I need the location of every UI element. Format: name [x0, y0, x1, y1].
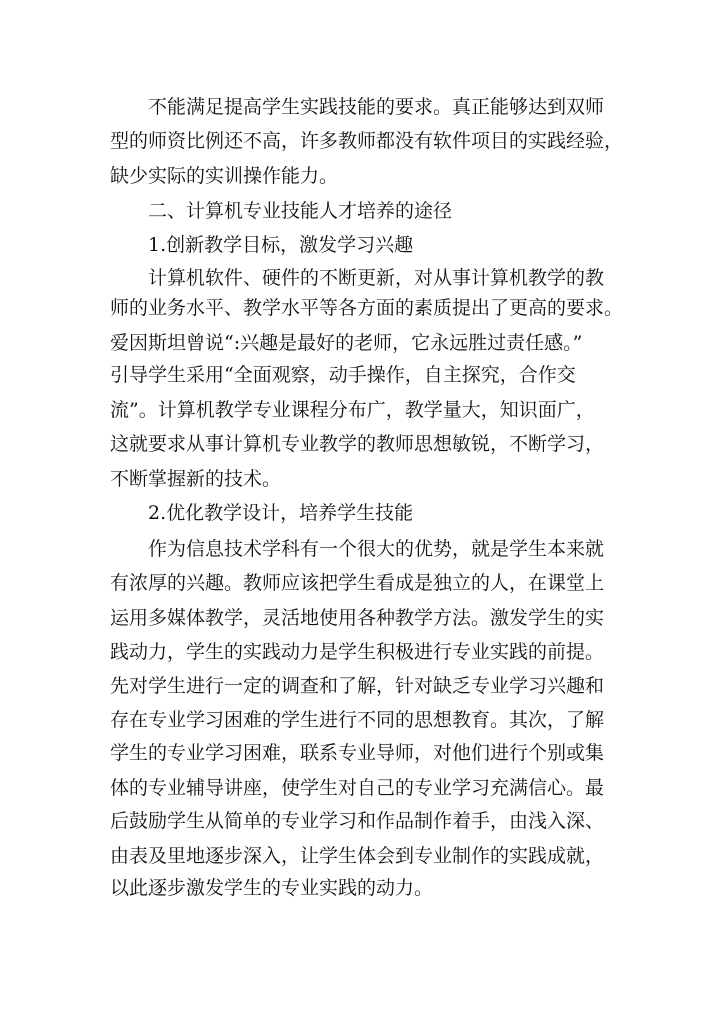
text-line: 不能满足提高学生实践技能的要求。真正能够达到双师: [148, 96, 605, 118]
text-line: 型的师资比例还不高，许多教师都没有软件项目的实践经验，: [110, 130, 624, 152]
text-line: 作为信息技术学科有一个很大的优势，就是学生本来就: [148, 538, 605, 560]
text-line: 爱因斯坦曾说“:兴趣是最好的老师，它永远胜过责任感。”: [110, 332, 583, 354]
text-line: 践动力，学生的实践动力是学生积极进行专业实践的前提。: [110, 641, 605, 663]
text-line: 体的专业辅导讲座，使学生对自己的专业学习充满信心。最: [110, 777, 605, 799]
text-line: 流”。计算机教学专业课程分布广，教学量大，知识面广，: [110, 399, 595, 421]
text-line: 不断掌握新的技术。: [110, 468, 282, 490]
text-line: 计算机软件、硬件的不断更新，对从事计算机教学的教: [148, 267, 605, 289]
section-heading: 二、计算机专业技能人才培养的途径: [148, 200, 453, 222]
subsection-heading: 1.创新教学目标，激发学习兴趣: [148, 234, 414, 256]
text-line: 有浓厚的兴趣。教师应该把学生看成是独立的人，在课堂上: [110, 572, 605, 594]
text-line: 这就要求从事计算机专业教学的教师思想敏锐，不断学习，: [110, 433, 605, 455]
text-line: 学生的专业学习困难，联系专业导师，对他们进行个别或集: [110, 742, 605, 764]
text-line: 后鼓励学生从简单的专业学习和作品制作着手，由浅入深、: [110, 810, 605, 832]
text-line: 引导学生采用“全面观察，动手操作，自主探究，合作交: [110, 364, 576, 386]
text-line: 由表及里地逐步深入，让学生体会到专业制作的实践成就，: [110, 845, 605, 867]
text-line: 以此逐步激发学生的专业实践的动力。: [110, 877, 434, 899]
text-line: 存在专业学习困难的学生进行不同的思想教育。其次，了解: [110, 709, 605, 731]
text-line: 先对学生进行一定的调查和了解，针对缺乏专业学习兴趣和: [110, 675, 605, 697]
text-line: 运用多媒体教学，灵活地使用各种教学方法。激发学生的实: [110, 607, 605, 629]
text-line: 缺少实际的实训操作能力。: [110, 165, 339, 187]
subsection-heading: 2.优化教学设计，培养学生技能: [148, 502, 414, 524]
text-line: 师的业务水平、教学水平等各方面的素质提出了更高的要求。: [110, 297, 624, 319]
